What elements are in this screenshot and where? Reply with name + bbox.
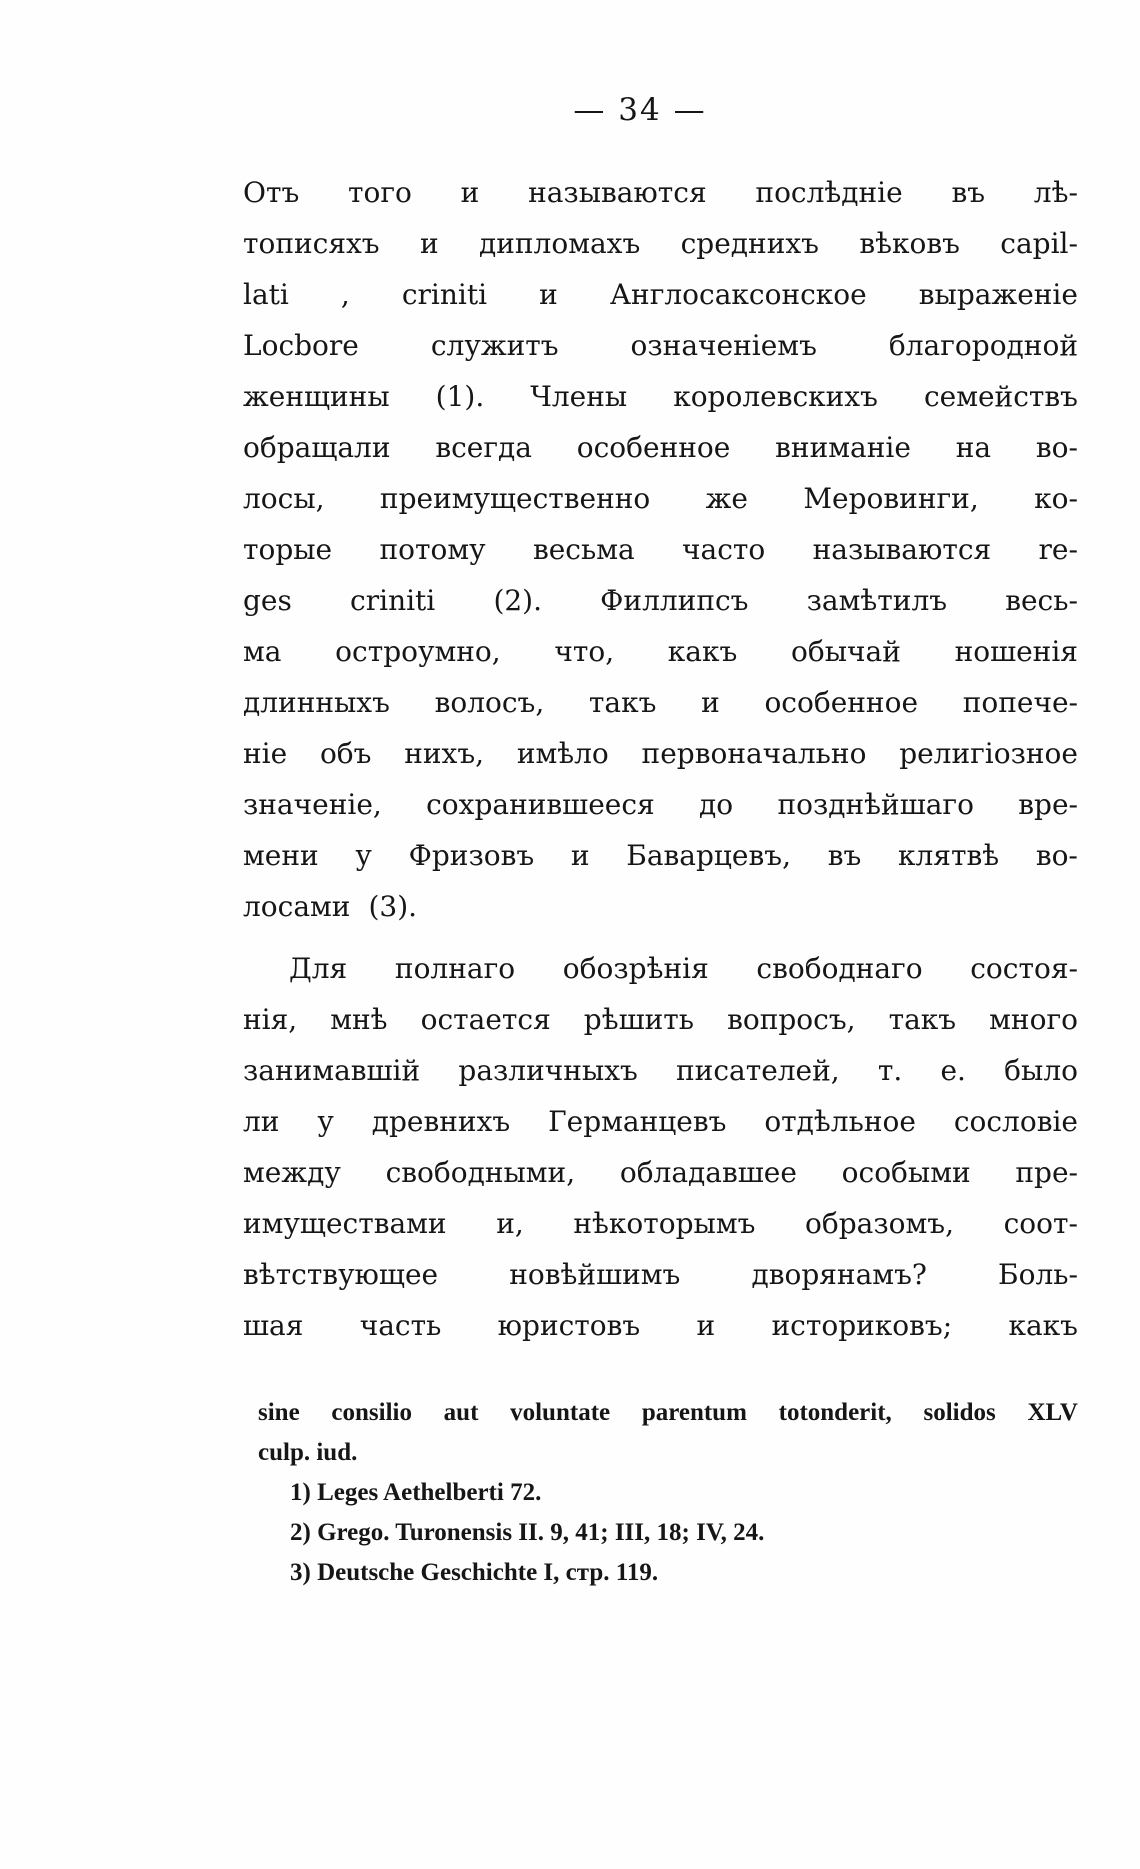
text-line [243,482,1078,533]
word: писателей, [676,1054,840,1087]
text-line [243,380,1078,431]
word: у [355,839,372,872]
word: Германцевъ [548,1105,727,1138]
footnote-1: 1) Leges Aethelberti 72. [290,1479,542,1506]
word: такъ [588,686,657,719]
word: мени [243,839,319,872]
word: свободными, [385,1156,576,1189]
text-line [243,635,1078,686]
word: какъ [667,635,738,668]
word: XLV [1027,1399,1078,1426]
word: до [699,788,734,821]
word: Члены [530,380,628,413]
word: у [317,1105,334,1138]
word: же [705,482,748,515]
word: дворянамъ? [751,1258,927,1291]
word: остроумно, [335,635,501,668]
word: торые [243,533,333,566]
word: лосы, [243,482,325,515]
word: ли [243,1105,280,1138]
word: какъ [1008,1309,1078,1342]
word: королевскихъ [673,380,878,413]
word: обращали [243,431,391,464]
word: женщины [243,380,390,413]
word: семействъ [923,380,1078,413]
word: totonderit, [778,1399,892,1426]
word: consilio [331,1399,412,1426]
word: попече- [962,686,1078,719]
word: sine [258,1399,300,1426]
word: обладавшее [619,1156,797,1189]
word: ношенія [954,635,1078,668]
word: Для [289,952,348,985]
text-line [243,533,1078,584]
word: criniti [401,278,488,311]
paragraph-noble-hair [243,176,1078,941]
word: лосами [243,890,351,923]
word: состоя- [970,952,1078,985]
word: voluntate [510,1399,611,1426]
text-line [243,839,1078,890]
footnotes [258,1393,1078,1593]
word: вниманіе [775,431,911,464]
word: образомъ, [805,1207,955,1240]
word: клятвѣ [898,839,1000,872]
text-line [243,1105,1078,1156]
text-line [243,329,1078,380]
text-line [243,1156,1078,1207]
word: отдѣльное [764,1105,916,1138]
word: и [701,686,720,719]
word: и [539,278,558,311]
paragraph-free-estate [243,952,1078,1360]
text-line [243,890,1078,941]
word: часть [359,1309,442,1342]
word: во- [1035,431,1078,464]
word: re- [1038,533,1078,566]
text-line [243,788,1078,839]
word: остается [420,1003,551,1036]
word: Locbore [243,329,359,362]
word: е. [940,1054,966,1087]
word: дипломахъ [478,227,641,260]
word: того [348,176,412,209]
text-line [243,1054,1078,1105]
word: много [989,1003,1078,1036]
word: вре- [1018,788,1078,821]
word: занимавшій [243,1054,421,1087]
word: и [460,176,480,209]
word: Фризовъ [408,839,535,872]
word: было [1004,1054,1078,1087]
word: значеніе, [243,788,382,821]
text-line [243,584,1078,635]
word: (3). [368,890,418,923]
text-line [243,1258,1078,1309]
word: религіозное [899,737,1078,770]
word: lati [243,278,289,311]
word: различныхъ [458,1054,638,1087]
word: соот- [1003,1207,1078,1240]
word: ges [243,584,292,617]
word: criniti [350,584,436,617]
word: нихъ, [404,737,485,770]
text-line [243,1207,1078,1258]
word: среднихъ [680,227,819,260]
word: на [955,431,992,464]
word: особенное [576,431,731,464]
word: parentum [641,1399,747,1426]
footnote-2: 2) Grego. Turonensis II. 9, 41; III, 18; IV, 24. [290,1519,765,1546]
footnote-continuation-end: culp. iud. [258,1439,358,1466]
word: весьма [532,533,635,566]
word: обозрѣнія [562,952,709,985]
word: что, [554,635,615,668]
word: служитъ [430,329,559,362]
word: особыми [841,1156,971,1189]
word: ніе [243,737,288,770]
word: благородной [888,329,1078,362]
word: т. [877,1054,903,1087]
page-number: — 34 — [573,92,707,128]
word: (1). [435,380,485,413]
word: и [696,1309,716,1342]
word: сословіе [953,1105,1078,1138]
footnote-3: 3) Deutsche Geschichte I, стр. 119. [290,1559,659,1586]
word: называются [528,176,707,209]
footnote-continuation [258,1393,1078,1433]
word: Англосаксонское [609,278,867,311]
text-line [243,952,1078,1003]
word: древнихъ [371,1105,511,1138]
word: выраженіе [918,278,1078,311]
word: объ [319,737,372,770]
word: и [570,839,590,872]
word: свободнаго [756,952,923,985]
word: Меровинги, [803,482,979,515]
word: рѣшить [583,1003,695,1036]
word: означеніемъ [630,329,817,362]
word: Боль- [998,1258,1078,1291]
word: шая [243,1309,304,1342]
word: первоначально [641,737,867,770]
word: имѣло [516,737,609,770]
word: и, [496,1207,524,1240]
word: замѣтилъ [806,584,948,617]
word: , [340,278,350,311]
word: нѣкоторымъ [573,1207,756,1240]
word: весь- [1005,584,1078,617]
word: такъ [888,1003,957,1036]
word: тописяхъ [243,227,380,260]
text-line [243,227,1078,278]
text-line [243,176,1078,227]
word: aut [443,1399,479,1426]
word: (2). [493,584,542,617]
word: Филлипсъ [600,584,749,617]
word: юристовъ [497,1309,641,1342]
word: и [419,227,439,260]
word: полнаго [394,952,516,985]
text-line [243,737,1078,788]
word: послѣдніе [755,176,903,209]
word: часто [682,533,766,566]
word: всегда [435,431,532,464]
word: вопросъ, [727,1003,856,1036]
text-line [243,1003,1078,1054]
word: обычай [791,635,901,668]
word: волосъ, [434,686,545,719]
word: capil- [1000,227,1078,260]
word: Отъ [243,176,300,209]
word: ко- [1034,482,1078,515]
word: нія, [243,1003,298,1036]
word: въ [951,176,986,209]
word: лѣ- [1033,176,1078,209]
word: позднѣйшаго [777,788,974,821]
word: длинныхъ [243,686,390,719]
word: сохранившееся [426,788,655,821]
text-line [243,686,1078,737]
word: вѣтствующее [243,1258,439,1291]
word: новѣйшимъ [509,1258,681,1291]
word: называются [812,533,992,566]
word: особенное [764,686,919,719]
word: ма [243,635,282,668]
word: потому [379,533,486,566]
word: Баварцевъ, [626,839,791,872]
word: пре- [1015,1156,1078,1189]
word: между [243,1156,341,1189]
word: вѣковъ [859,227,960,260]
word: solidos [923,1399,996,1426]
word: въ [827,839,862,872]
word: имуществами [243,1207,447,1240]
text-line [243,431,1078,482]
word: мнѣ [330,1003,388,1036]
text-line [243,278,1078,329]
word: историковъ; [771,1309,953,1342]
word: преимущественно [379,482,651,515]
word: во- [1035,839,1078,872]
text-line [243,1309,1078,1360]
